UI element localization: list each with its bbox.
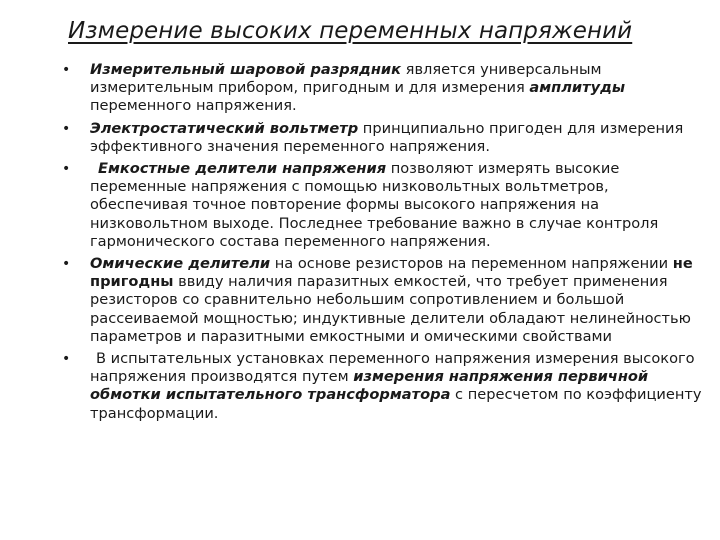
bullet-lead: Емкостные делители напряжения	[98, 160, 387, 178]
bullet-text: на основе резисторов на переменном напряжении	[270, 255, 673, 273]
bullet-item-spark-gap	[62, 61, 702, 116]
bullet-lead: Электростатический вольтметр	[90, 119, 359, 137]
slide-title: Измерение высоких переменных напряжений	[68, 18, 633, 44]
bullet-text: позволяют измерять высокие переменные напряжения с помощью низковольтных вольтметров, обеспечивая точное повторение формы высокого напряжения на низковольтном выходе. Последнее требование важно в случае контроля гармонического состава переменного напряжения.	[90, 160, 659, 250]
bullet-list	[62, 61, 702, 423]
bullet-item-capacitive-dividers	[62, 160, 702, 251]
bullet-icon: •	[62, 62, 71, 78]
bullet-text: является универсальным измерительным прибором, пригодным и для измерения	[90, 61, 602, 97]
bullet-text: переменного напряжения.	[90, 97, 297, 115]
bullet-item-electrostatic-voltmeter	[62, 120, 702, 156]
bullet-lead: Омические делители	[90, 255, 271, 273]
bullet-text: с пересчетом по коэффициенту трансформации.	[90, 386, 702, 422]
bullet-icon: •	[62, 120, 71, 137]
bullet-strong: не пригодны	[90, 255, 693, 291]
bullet-lead: Измерительный шаровой разрядник	[90, 61, 402, 78]
bullet-icon: •	[62, 161, 71, 178]
bullet-icon: •	[62, 256, 71, 273]
bullet-emphasis: амплитуды	[529, 79, 626, 97]
bullet-text: В испытательных установках переменного напряжения измерения высокого напряжения производятся путем	[90, 350, 695, 386]
bullet-text: ввиду наличия паразитных емкостей, что требует применения резисторов со сравнительно небольшим сопротивлением и большой рассеиваемой мощностью; индуктивные делители обладают нелинейностью параметров и паразитными емкостными и омическими свойствами	[90, 273, 691, 345]
bullet-emphasis: измерения напряжения первичной обмотки испытательного трансформатора	[90, 368, 649, 404]
bullet-item-resistive-dividers	[62, 255, 702, 346]
bullet-item-test-installations	[62, 350, 702, 423]
bullet-icon: •	[62, 351, 71, 368]
bullet-text: принципиально пригоден для измерения эффективного значения переменного напряжения.	[90, 119, 684, 155]
